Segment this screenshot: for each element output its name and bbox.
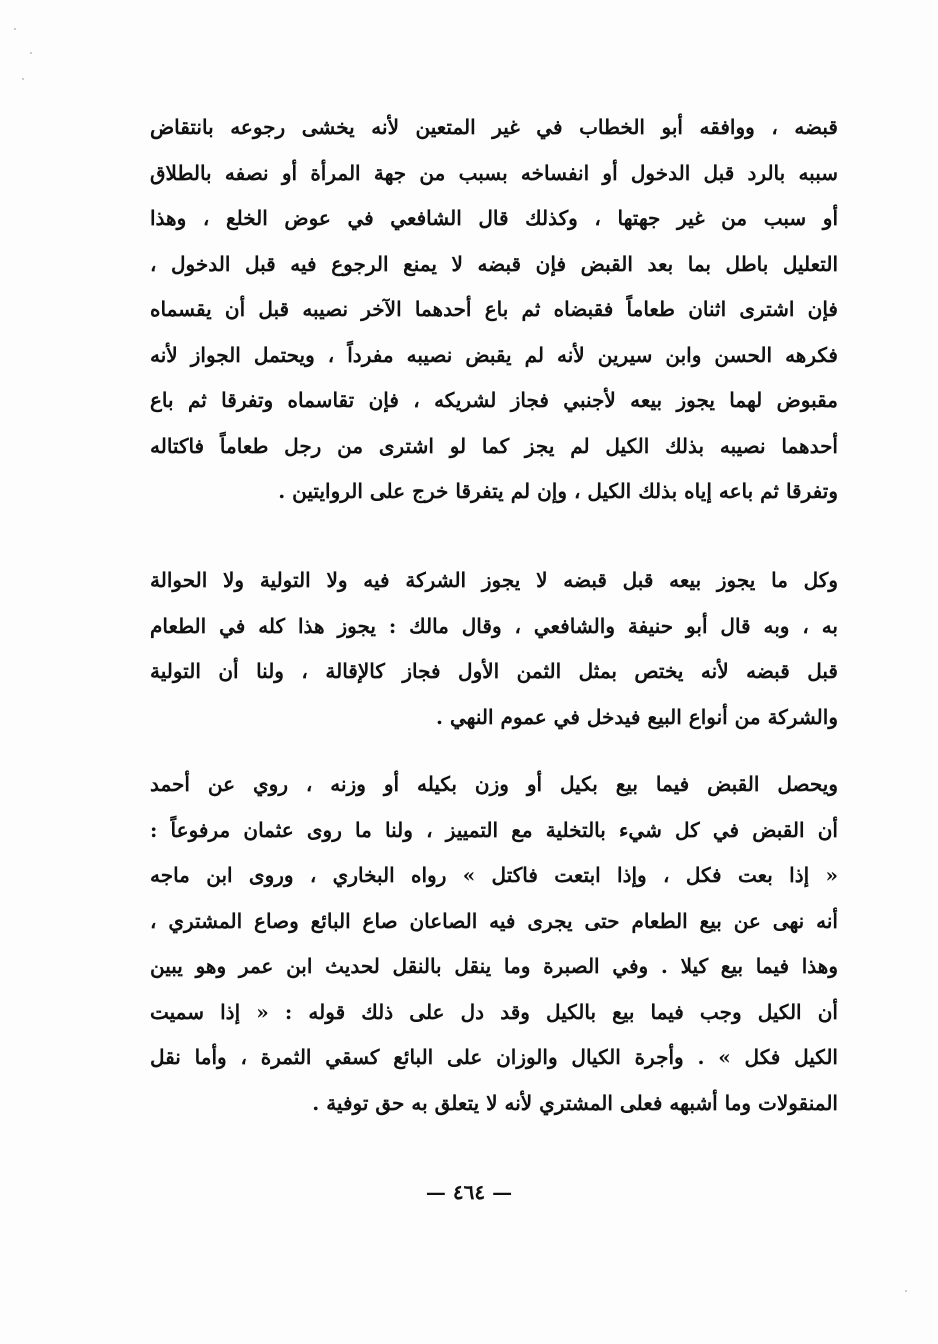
text-line: التعليل باطل بما بعد القبض فإن قبضه لا يمنع الرجوع فيه قبل الدخول ، — [150, 251, 838, 276]
text-line: سببه بالرد قبل الدخول أو انفساخه بسبب من جهة المرأة أو نصفه بالطلاق — [150, 160, 838, 185]
scan-speck — [22, 78, 24, 80]
text-line: الكيل فكل » . وأجرة الكيال والوزان على البائع كسقي الثمرة ، وأما نقل — [150, 1045, 838, 1069]
text-line: وكل ما يجوز بيعه قبل قبضه لا يجوز الشركة فيه ولا التولية ولا الحوالة — [150, 568, 838, 592]
text-line: وتفرقا ثم باعه إياه بذلك الكيل ، وإن لم يتفرقا خرج على الروايتين . — [278, 479, 838, 503]
text-line: فكرهه الحسن وابن سيرين لأنه لم يقبض نصيبه مفرداً ، ويحتمل الجواز لأنه — [150, 342, 838, 367]
scan-speck — [14, 28, 16, 30]
text-line: أنه نهى عن بيع الطعام حتى يجرى فيه الصاعان صاع البائع وصاع المشتري ، — [150, 908, 838, 933]
text-line: ويحصل القبض فيما بيع بكيل أو وزن بكيله أو وزنه ، روي عن أحمد — [150, 772, 838, 796]
text-line: قبضه ، ووافقه أبو الخطاب في غير المتعين لأنه يخشى رجوعه بانتقاض — [150, 115, 838, 139]
paragraph-3 — [150, 762, 838, 1126]
text-line: المنقولات وما أشبهه فعلى المشتري لأنه لا يتعلق به حق توفية . — [312, 1090, 838, 1115]
paragraph-1 — [150, 105, 838, 515]
scan-speck — [30, 52, 32, 54]
text-line: أحدهما نصيبه بذلك الكيل لم يجز كما لو اشترى من رجل طعاماً فاكتاله — [150, 433, 838, 458]
text-line: والشركة من أنواع البيع فيدخل في عموم النهي . — [436, 704, 838, 729]
text-line: أن القبض في كل شيء بالتخلية مع التمييز ، ولنا ما روى عثمان مرفوعاً : — [150, 817, 838, 842]
paragraph-2 — [150, 558, 838, 740]
text-line: وهذا فيما بيع كيلا . وفي الصبرة وما ينقل بالنقل لحديث ابن عمر وهو يبين — [150, 954, 838, 978]
scan-speck — [905, 1290, 907, 1292]
text-line: قبل قبضه لأنه يختص بمثل الثمن الأول فجاز كالإقالة ، ولنا أن التولية — [150, 659, 838, 683]
text-line: « إذا بعت فكل ، وإذا ابتعت فاكتل » رواه البخاري ، وروى ابن ماجه — [150, 863, 838, 887]
text-line: أن الكيل وجب فيما بيع بالكيل وقد دل على ذلك قوله : « إذا سميت — [150, 999, 838, 1024]
page-number: — ٤٦٤ — — [425, 1180, 513, 1204]
text-line: به ، وبه قال أبو حنيفة والشافعي ، وقال مالك : يجوز هذا كله في الطعام — [150, 613, 838, 638]
text-line: مقبوض لهما يجوز بيعه لأجنبي فجاز لشريكه ، فإن تقاسماه وتفرقا ثم باع — [150, 388, 838, 412]
text-line: فإن اشترى اثنان طعاماً فقبضاه ثم باع أحدهما الآخر نصيبه قبل أن يقسماه — [150, 297, 838, 321]
text-line: أو سبب من غير جهتها ، وكذلك قال الشافعي في عوض الخلع ، وهذا — [150, 206, 838, 230]
